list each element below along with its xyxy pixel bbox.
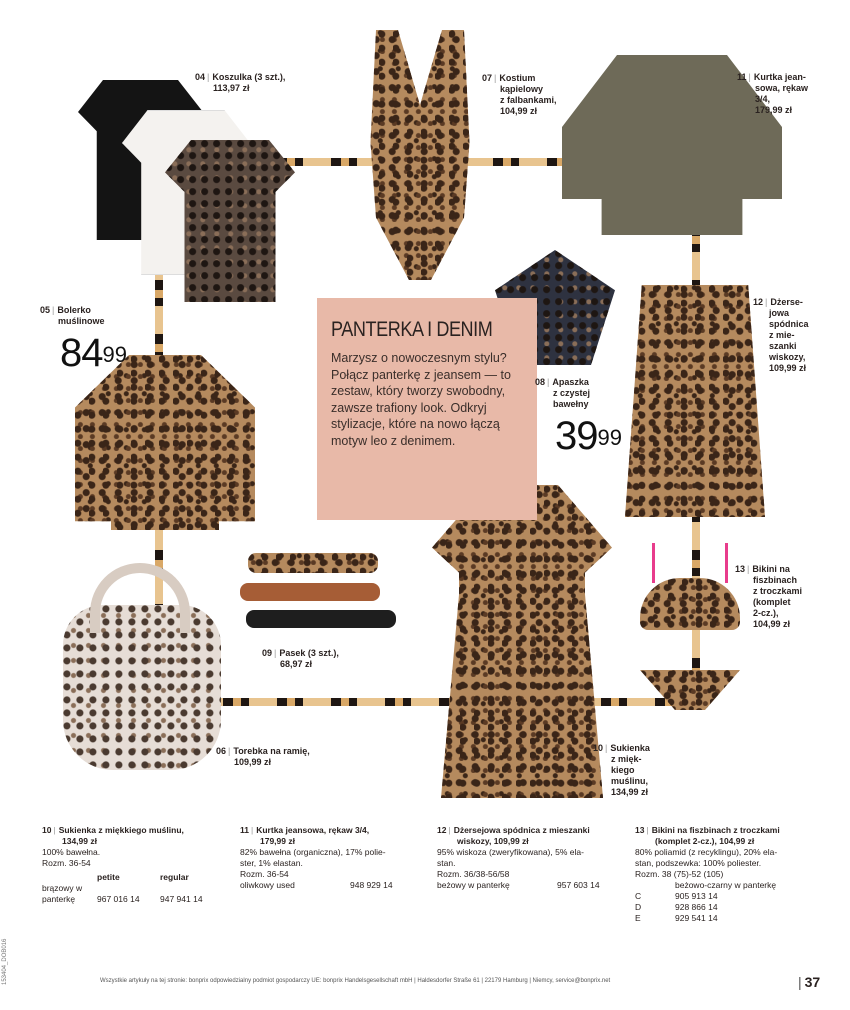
belt-black-image[interactable] — [246, 610, 396, 628]
details-11-table: oliwkowy used 948 929 14 — [240, 880, 393, 890]
skirt-image[interactable] — [625, 285, 765, 517]
label-07[interactable]: 07 | Kostium kąpielowy z falbankami, 104,99 zł — [482, 73, 557, 117]
details-12-table: beżowy w panterkę 957 603 14 — [437, 880, 600, 890]
label-13[interactable]: 13 | Bikini na fiszbinach z troczkami (komplet 2-cz.), 104,99 zł — [735, 564, 802, 630]
side-code: 153404_DOB016 — [2, 938, 8, 985]
label-10[interactable]: 10 | Sukienka z mięk- kiego muślinu, 134,99 zł — [593, 743, 650, 798]
details-12: 12 | Dżersejowa spódnica z mieszanki wiskozy, 109,99 zł 95% wiskoza (zweryfikowana), 5% ela- stan. Rozm. 36/38-56/58 beżowy w panterkę 957 603 14 — [437, 825, 627, 891]
info-box-title: PANTERKA I DENIM — [331, 318, 493, 341]
cardigan-image[interactable] — [75, 355, 255, 530]
tshirt-leopard-image[interactable] — [165, 140, 295, 302]
info-box — [317, 298, 537, 520]
dress-image[interactable] — [432, 485, 612, 798]
label-11[interactable]: 11 | Kurtka jean- sowa, rękaw 3/4, 179,99 zł — [737, 72, 808, 116]
label-04[interactable]: 04 | Koszulka (3 szt.), 113,97 zł — [195, 72, 285, 94]
big-price-05: $84^{99}$ — [60, 331, 127, 375]
bikini-straps — [652, 543, 728, 583]
label-06[interactable]: 06 | Torebka na ramię, 109,99 zł — [216, 746, 310, 768]
details-11: 11 | Kurtka jeansowa, rękaw 3/4, 179,99 zł 82% bawełna (organiczna), 17% polie- ster, 1% elastan. Rozm. 36-54 oliwkowy used 948 929 14 — [240, 825, 420, 891]
page-number: | 37 — [798, 974, 820, 990]
swimsuit-image[interactable] — [365, 30, 475, 280]
bikini-top-image[interactable] — [640, 578, 740, 630]
details-10-table: petite regular brązowy w panterkę 967 016 14 947 941 14 — [42, 872, 203, 904]
belt-brown-image[interactable] — [240, 583, 380, 601]
bag-strap — [90, 563, 190, 633]
label-08[interactable]: 08 | Apaszka z czystej bawełny — [535, 377, 590, 410]
details-10: 10 | Sukienka z miękkiego muślinu, 134,99 zł 100% bawełna. Rozm. 36-54 petite regular brązowy w panterkę 967 016 14 947 941 14 — [42, 825, 215, 905]
belt-leopard-image[interactable] — [248, 553, 378, 573]
leopard-frame-bottom — [155, 698, 700, 706]
big-price-08: $39^{99}$ — [555, 414, 622, 458]
label-12[interactable]: 12 | Dżerse- jowa spódnica z mie- szanki wiskozy, 109,99 zł — [753, 297, 809, 374]
footer-legal: Wszystkie artykuły na tej stronie: bonprix odpowiedzialny podmiot gospodarczy UE: bonprix Handelsgesellschaft mbH | Haldesdorfer Straße 61 | 22179 Hamburg | Niemcy, service@bonprix.net — [100, 978, 611, 984]
label-05[interactable]: 05 | Bolerko muślinowe — [40, 305, 105, 327]
label-09[interactable]: 09 | Pasek (3 szt.), 68,97 zł — [262, 648, 339, 670]
details-13-table: beżowo-czarny w panterkę C 905 913 14 D 928 866 14 E 929 541 14 — [635, 880, 777, 923]
info-box-body: Marzysz o nowoczesnym stylu? Połącz panterkę z jeansem — to zestaw, który tworzy swobodny, zawsze trafiony look. Odkryj stylizacje, które na nowo łączą motyw leo z denimem. — [331, 351, 511, 448]
details-13: 13 | Bikini na fiszbinach z troczkami (komplet 2-cz.), 104,99 zł 80% poliamid (z recyklingu), 20% ela- stan, podszewka: 100% poliester. Rozm. 38 (75)-52 (105) beżowo-czarny w panterkę C 905 913 14 D 928 866 14 E 929 541 14 — [635, 825, 825, 924]
